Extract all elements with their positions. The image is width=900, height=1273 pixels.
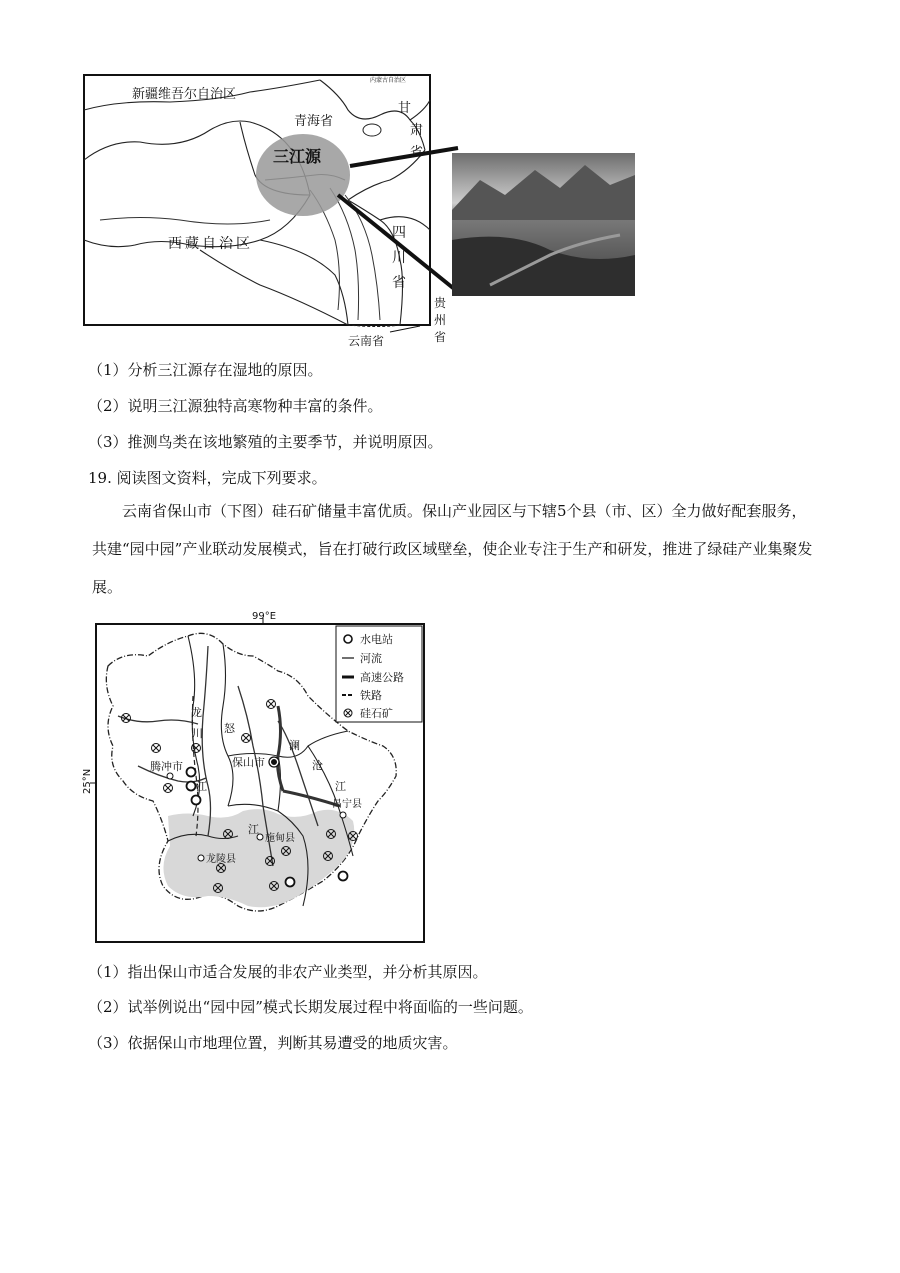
label-xinjiang: 新疆维吾尔自治区 xyxy=(132,87,237,102)
q19-sub1: （1）指出保山市适合发展的非农产业类型，并分析其原因。 xyxy=(88,963,488,981)
q19-paragraph: 云南省保山市（下图）硅石矿储量丰富优质。保山产业园区与下辖5个县（市、区）全力做好配套服务，共建“园中园”产业联动发展模式，旨在打破行政区域壁垒，使企业专注于生产和研发，推进了绿硅产业集聚发展。 xyxy=(92,502,813,596)
label-nu-2: 江 xyxy=(248,823,259,836)
label-sichuan-3: 省 xyxy=(392,275,406,291)
legend-river: 河流 xyxy=(360,652,382,665)
label-sichuan-1: 四 xyxy=(392,225,406,241)
label-shidian: 施甸县 xyxy=(265,833,295,844)
label-longling: 龙陵县 xyxy=(206,854,236,865)
label-xizang: 西藏自治区 xyxy=(168,236,253,252)
label-longchuan-1: 龙 xyxy=(191,706,202,719)
label-sanjiangyuan: 三江源 xyxy=(273,147,322,166)
label-gansu-3: 省 xyxy=(410,145,424,160)
legend-railway: 铁路 xyxy=(360,689,382,702)
legend-silica-mine: 硅石矿 xyxy=(360,707,393,720)
legend-hydropower: 水电站 xyxy=(360,633,393,646)
label-changning: 昌宁县 xyxy=(332,799,362,810)
latitude-label: 25°N xyxy=(82,768,93,794)
label-qinghai: 青海省 xyxy=(294,114,334,129)
label-yunnan: 云南省 xyxy=(348,334,385,348)
label-lancang-2: 沧 xyxy=(312,759,323,772)
longitude-label: 99°E xyxy=(252,611,277,622)
q19-sub3: （3）依据保山市地理位置，判断其易遭受的地质灾害。 xyxy=(88,1034,458,1052)
label-gansu-2: 肃 xyxy=(410,123,424,138)
label-neimenggu: 内蒙古自治区 xyxy=(370,77,407,84)
q18-sub2: （2）说明三江源独特高寒物种丰富的条件。 xyxy=(88,397,383,415)
label-sichuan-2: 川 xyxy=(392,250,406,266)
landscape-photo xyxy=(452,153,635,296)
label-guizhou-2: 州 xyxy=(434,313,447,327)
sanjiangyuan-map xyxy=(80,70,650,360)
legend-highway: 高速公路 xyxy=(360,671,404,684)
label-lancang-1: 澜 xyxy=(289,739,300,752)
label-gansu-1: 甘 xyxy=(398,101,412,116)
label-lancang-3: 江 xyxy=(335,780,346,793)
label-guizhou-1: 贵 xyxy=(434,296,447,310)
label-nu-1: 怒 xyxy=(224,722,235,735)
q18-sub1: （1）分析三江源存在湿地的原因。 xyxy=(88,361,323,379)
q18-sub3: （3）推测鸟类在该地繁殖的主要季节，并说明原因。 xyxy=(88,433,443,451)
map-legend xyxy=(336,626,422,722)
baoshan-map xyxy=(78,606,428,948)
q19-heading: 19. 阅读图文资料，完成下列要求。 xyxy=(88,469,327,487)
label-longchuan-2: 川 xyxy=(192,727,203,740)
q19-sub2: （2）试举例说出“园中园”模式长期发展过程中将面临的一些问题。 xyxy=(88,998,533,1016)
label-tengchong: 腾冲市 xyxy=(150,760,183,773)
label-guizhou-3: 省 xyxy=(434,330,447,344)
label-baoshan: 保山市 xyxy=(232,756,265,769)
label-longchuan-3: 江 xyxy=(196,780,207,793)
